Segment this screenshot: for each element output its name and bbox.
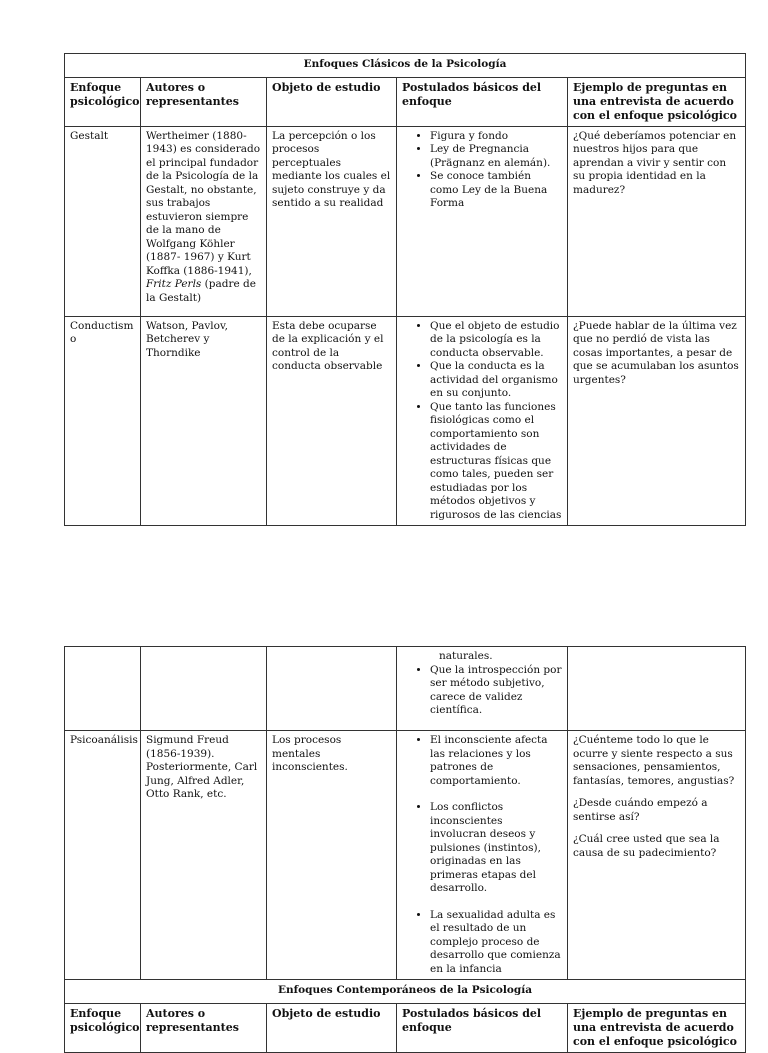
list-item: • Ley de Pregnancia (Prägnanz en alemán). [430,143,562,170]
header-preguntas: Ejemplo de preguntas en una entrevista de acuerdo con el enfoque psicológico [568,77,746,126]
table-row-continuation [65,647,746,731]
header-objeto: Objeto de estudio [267,1003,397,1052]
list-item: • La sexualidad adulta es el resultado de un complejo proceso de desarrollo que comienza en la infancia [430,909,562,977]
header-postulados: Postulados básicos del enfoque [397,1003,568,1052]
question-text: ¿Cuénteme todo lo que le ocurre y siente respecto a sus sensaciones, pensamientos, fantasías, temores, angustias? [573,734,735,787]
header-autores: Autores o representantes [141,1003,267,1052]
list-item: • Se conoce también como Ley de la Buena Forma [430,170,562,211]
autores-cell: Watson, Pavlov, Betcherev y Thorndike [141,316,267,526]
postulados-cell [397,316,568,526]
postulados-cell [397,731,568,980]
table-row-psicoanalisis [65,731,746,980]
enfoque-cell: Gestalt [65,126,141,316]
classic-approaches-table [64,53,746,526]
header-enfoque: Enfoque psicológico [65,77,141,126]
list-item: • Que la conducta es la actividad del organismo en su conjunto. [430,360,562,401]
header-autores: Autores o representantes [141,77,267,126]
table-row-conductismo [65,316,746,526]
autores-italic: Fritz Perls [146,278,202,290]
table-title: Enfoques Clásicos de la Psicología [65,54,746,78]
autores-cell: Sigmund Freud (1856-1939). Posteriormente, Carl Jung, Alfred Adler, Otto Rank, etc. [141,731,267,980]
continuation-table [64,646,746,1053]
list-item: • Que tanto las funciones fisiológicas como el comportamiento son actividades de estructuras físicas que como tales, pueden ser estudiadas por los métodos objetivos y rigurosos de las ciencias [430,401,562,523]
header-enfoque: Enfoque psicológico [65,1003,141,1052]
autores-text: Wertheimer (1880-1943) es considerado el principal fundador de la Psicología de la Gestalt, no obstante, sus trabajos estuvieron siempre de la mano de Wolfgang Köhler (1887- 1967) y Kurt Koffka (1886-1941), [146,129,261,277]
postulados-cell [397,647,568,731]
header-preguntas: Ejemplo de preguntas en una entrevista de acuerdo con el enfoque psicológico [568,1003,746,1052]
preguntas-cell: ¿Puede hablar de la última vez que no perdió de vista las cosas importantes, a pesar de que se acumulaban los asuntos urgentes? [568,316,746,526]
header-row [65,1003,746,1052]
list-item: • Que el objeto de estudio de la psicología es la conducta observable. [430,320,562,361]
table-title-contemporary: Enfoques Contemporáneos de la Psicología [65,980,746,1004]
enfoque-cell: Psicoanálisis [65,731,141,980]
preguntas-cell [568,731,746,980]
header-objeto: Objeto de estudio [267,77,397,126]
objeto-cell: Los procesos mentales inconscientes. [267,731,397,980]
autores-cell [141,126,267,316]
postulados-cell [397,126,568,316]
list-item: • Los conflictos inconscientes involucran deseos y pulsiones (instintos), originadas en las primeras etapas del desarrollo. [430,801,562,896]
table-row-gestalt [65,126,746,316]
enfoque-cell: Conductismo [65,316,141,526]
continuation-text: naturales. [439,650,493,662]
question-text: ¿Cuál cree usted que sea la causa de su padecimiento? [573,833,720,859]
objeto-cell: Esta debe ocuparse de la explicación y el control de la conducta observable [267,316,397,526]
preguntas-cell: ¿Qué deberíamos potenciar en nuestros hijos para que aprendan a vivir y sentir con su propia identidad en la madurez? [568,126,746,316]
autores-tail: (padre de la Gestalt) [146,278,256,304]
list-item: • Figura y fondo [430,130,562,144]
list-item: • El inconsciente afecta las relaciones y los patrones de comportamiento. [430,734,562,788]
header-postulados: Postulados básicos del enfoque [397,77,568,126]
objeto-cell: La percepción o los procesos perceptuales mediante los cuales el sujeto construye y da sentido a su realidad [267,126,397,316]
list-item: • Que la introspección por ser método subjetivo, carece de validez científica. [430,664,562,718]
question-text: ¿Desde cuándo empezó a sentirse así? [573,797,708,823]
header-row [65,77,746,126]
